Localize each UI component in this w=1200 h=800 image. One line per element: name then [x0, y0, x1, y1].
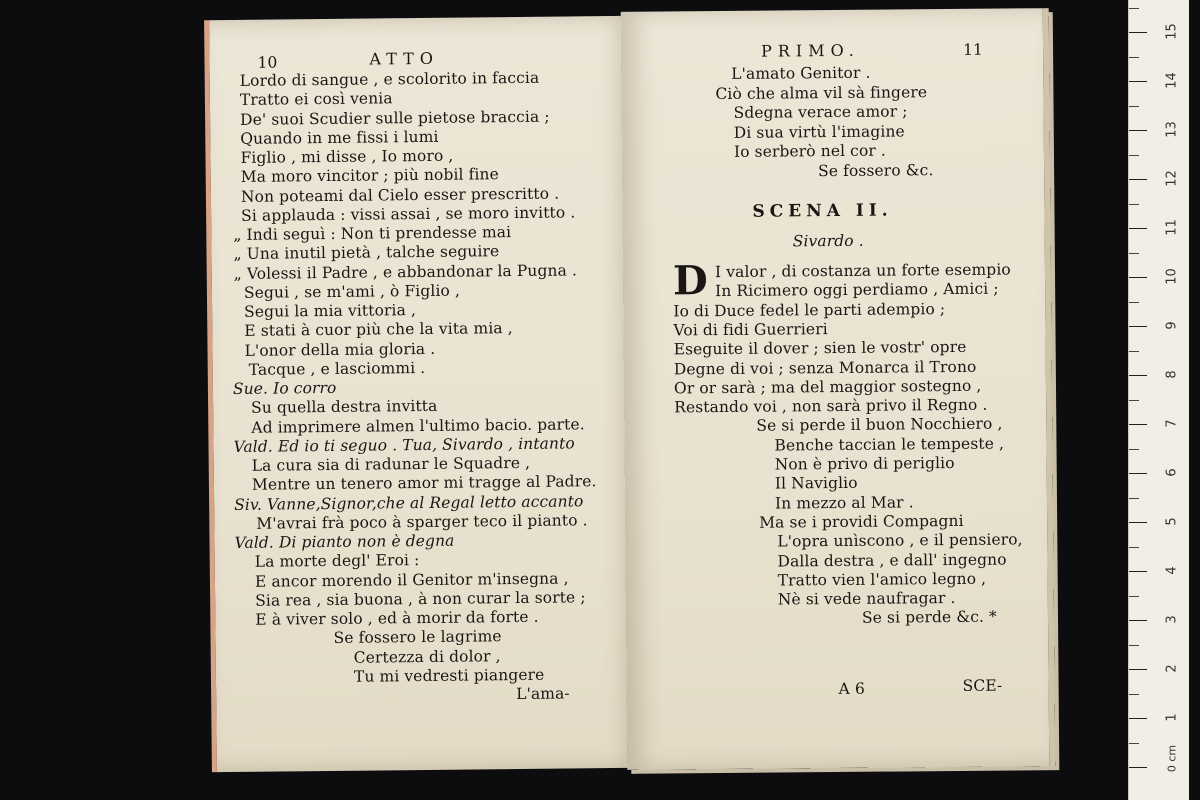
- ruler-number: 4: [1164, 566, 1180, 575]
- ruler-number: 13: [1164, 121, 1180, 138]
- drop-cap: D: [672, 257, 708, 305]
- ruler-tick: [1129, 130, 1147, 131]
- text-line: M'avrai frà poco à sparger teco il pianto .: [256, 511, 588, 533]
- text-line: In mezzo al Mar .: [774, 492, 914, 513]
- text-line: Voi di fidi Guerrieri: [673, 319, 828, 340]
- ruler-tick: [1129, 473, 1147, 474]
- text-line: Se fossero &c.: [818, 160, 934, 180]
- text-line: Degne di voi ; senza Monarca il Trono: [673, 357, 977, 378]
- ruler-number: 1: [1164, 713, 1180, 722]
- text-line: Certezza di dolor ,: [353, 646, 501, 667]
- running-head-right: PRIMO.: [760, 40, 860, 61]
- text-line: Tacque , e lasciommi .: [248, 358, 426, 379]
- ruler-tick: [1129, 645, 1139, 646]
- text-line: Non poteami dal Cielo esser prescritto .: [240, 184, 560, 206]
- text-line: L'opra unìscono , e il pensiero,: [777, 530, 1023, 551]
- ruler-tick: [1129, 204, 1139, 205]
- text-line: Il Naviglio: [774, 474, 858, 493]
- text-line: Di sua virtù l'imagine: [733, 121, 905, 142]
- text-line: Segui la mia vittoria ,: [244, 301, 417, 321]
- text-line: Tu mi vedresti piangere: [353, 665, 545, 686]
- ruler-tick: [1129, 179, 1147, 180]
- page-number-left: 10: [257, 53, 278, 72]
- text-line: Siv. Vanne,Signor,che al Regal letto accanto: [234, 491, 584, 514]
- text-line: Io serberò nel cor .: [733, 141, 886, 161]
- ruler-number: 8: [1164, 370, 1180, 379]
- ruler-tick: [1129, 351, 1139, 352]
- text-line: E stati à cuor più che la vita mia ,: [244, 319, 513, 341]
- text-line: Ciò che alma vil sà fingere: [715, 82, 928, 103]
- ruler-tick: [1129, 32, 1147, 33]
- text-line: Ma moro vincitor ; più nobil fine: [240, 165, 499, 187]
- signature-mark: A 6: [838, 679, 865, 699]
- ruler-number: 11: [1164, 219, 1180, 236]
- text-line: Tratto ei così venia: [239, 89, 393, 110]
- text-line: Sdegna verace amor ;: [733, 102, 908, 122]
- ruler-tick: [1129, 620, 1147, 621]
- ruler-number: 5: [1164, 517, 1180, 526]
- text-line: L'amato Genitor .: [731, 63, 871, 83]
- ruler-tick: [1129, 155, 1139, 156]
- ruler-tick: [1129, 57, 1139, 58]
- text-line: Vald. Ed io ti seguo . Tua, Sivardo , intanto: [233, 434, 575, 456]
- text-line: Figlio , mi disse , Io moro ,: [240, 146, 454, 167]
- text-line: La cura sia di radunar le Squadre ,: [251, 453, 531, 475]
- text-line: Sue. Io corro: [232, 378, 337, 398]
- ruler-number: 15: [1164, 23, 1180, 40]
- text-line: Segui , se m'ami , ò Figlio ,: [243, 281, 461, 302]
- text-line: L'onor della mia gloria .: [244, 339, 436, 360]
- ruler-number: 2: [1164, 664, 1180, 673]
- speaker-label: Sivardo .: [792, 231, 864, 251]
- ruler-tick: [1129, 375, 1147, 376]
- ruler-tick: [1129, 669, 1147, 670]
- text-line: „ Indi seguì : Non ti prendesse mai: [233, 223, 512, 244]
- left-page: [204, 16, 642, 772]
- ruler-number: 7: [1164, 419, 1180, 428]
- text-line: L'ama-: [516, 684, 570, 704]
- ruler-tick: [1129, 228, 1147, 229]
- text-line: Dalla destra , e dall' ingegno: [777, 550, 1007, 571]
- ruler-tick: [1129, 253, 1139, 254]
- text-line: „ Volessi il Padre , e abbandonar la Pugna .: [233, 260, 578, 283]
- ruler-unit-label: 0 cm: [1165, 744, 1179, 773]
- text-line: Se si perde &c. *: [861, 608, 997, 628]
- ruler-tick: [1129, 571, 1147, 572]
- ruler-tick: [1129, 449, 1139, 450]
- ruler-tick: [1129, 522, 1147, 523]
- ruler-number: 12: [1164, 170, 1180, 187]
- text-line: Se si perde il buon Nocchiero ,: [756, 414, 1003, 436]
- running-head-left: ATTO: [369, 48, 440, 69]
- ruler-tick: [1129, 596, 1139, 597]
- text-line: E ancor morendo il Genitor m'insegna ,: [254, 568, 569, 591]
- ruler-number: 10: [1164, 268, 1180, 285]
- text-line: Vald. Di pianto non è degna: [234, 531, 455, 552]
- ruler-tick: [1129, 718, 1147, 719]
- ruler-number: 3: [1164, 615, 1180, 624]
- text-line: Su quella destra invitta: [251, 397, 438, 418]
- ruler-tick: [1129, 767, 1147, 768]
- text-line: E à viver solo , ed à morir da forte .: [255, 607, 539, 629]
- text-line: Benche taccian le tempeste ,: [774, 434, 1005, 455]
- ruler-tick: [1129, 106, 1139, 107]
- text-line: Restando voi , non sarà privo il Regno .: [674, 395, 988, 417]
- ruler-tick: [1129, 547, 1139, 548]
- ruler-tick: [1129, 81, 1147, 82]
- text-line: Mentre un tenero amor mi tragge al Padre.: [251, 472, 597, 495]
- right-page: [621, 8, 1056, 770]
- text-line: In Ricimero oggi perdiamo , Amici ;: [715, 279, 999, 301]
- text-line: La morte degl' Eroi :: [254, 551, 420, 572]
- text-line: Lordo di sangue , e scolorito in faccia: [239, 68, 540, 90]
- text-line: Tratto vien l'amico legno ,: [777, 569, 987, 590]
- text-line: Nè si vede naufragar .: [777, 589, 956, 609]
- text-line: Ad imprimere almen l'ultimo bacio. parte.: [251, 414, 585, 437]
- ruler-tick: [1129, 498, 1139, 499]
- text-line: Se fossero le lagrime: [333, 627, 502, 648]
- text-line: Non è privo di periglio: [774, 453, 955, 474]
- ruler-number: 14: [1164, 72, 1180, 89]
- text-line: Or or sarà ; ma del maggior sostegno ,: [673, 376, 982, 398]
- ruler-tick: [1129, 400, 1139, 401]
- ruler-tick: [1129, 8, 1139, 9]
- text-line: Ma se i providi Compagni: [759, 511, 964, 532]
- ruler-tick: [1129, 302, 1139, 303]
- scene-title: SCENA II.: [752, 200, 893, 222]
- text-line: Si applauda : vissi assai , se moro invitto .: [241, 203, 576, 225]
- text-line: Quando in me fissi i lumi: [240, 127, 439, 148]
- ruler-tick: [1129, 694, 1139, 695]
- text-line: Io di Duce fedel le parti adempio ;: [673, 299, 946, 321]
- ruler-number: 6: [1164, 468, 1180, 477]
- catchword: SCE-: [962, 676, 1003, 695]
- ruler-number: 9: [1164, 321, 1180, 330]
- ruler-tick: [1129, 326, 1147, 327]
- text-line: „ Una inutil pietà , talche seguire: [233, 242, 500, 264]
- text-line: Sia rea , sia buona , à non curar la sorte ;: [255, 588, 586, 610]
- text-line: I valor , di costanza un forte esempio: [714, 260, 1011, 282]
- measurement-ruler: [1128, 0, 1189, 800]
- page-number-right: 11: [962, 40, 984, 59]
- text-line: Eseguite il dover ; sien le vostr' opre: [673, 338, 967, 359]
- ruler-tick: [1129, 277, 1147, 278]
- ruler-tick: [1129, 743, 1139, 744]
- ruler-tick: [1129, 424, 1147, 425]
- text-line: De' suoi Scudier sulle pietose braccia ;: [240, 107, 550, 129]
